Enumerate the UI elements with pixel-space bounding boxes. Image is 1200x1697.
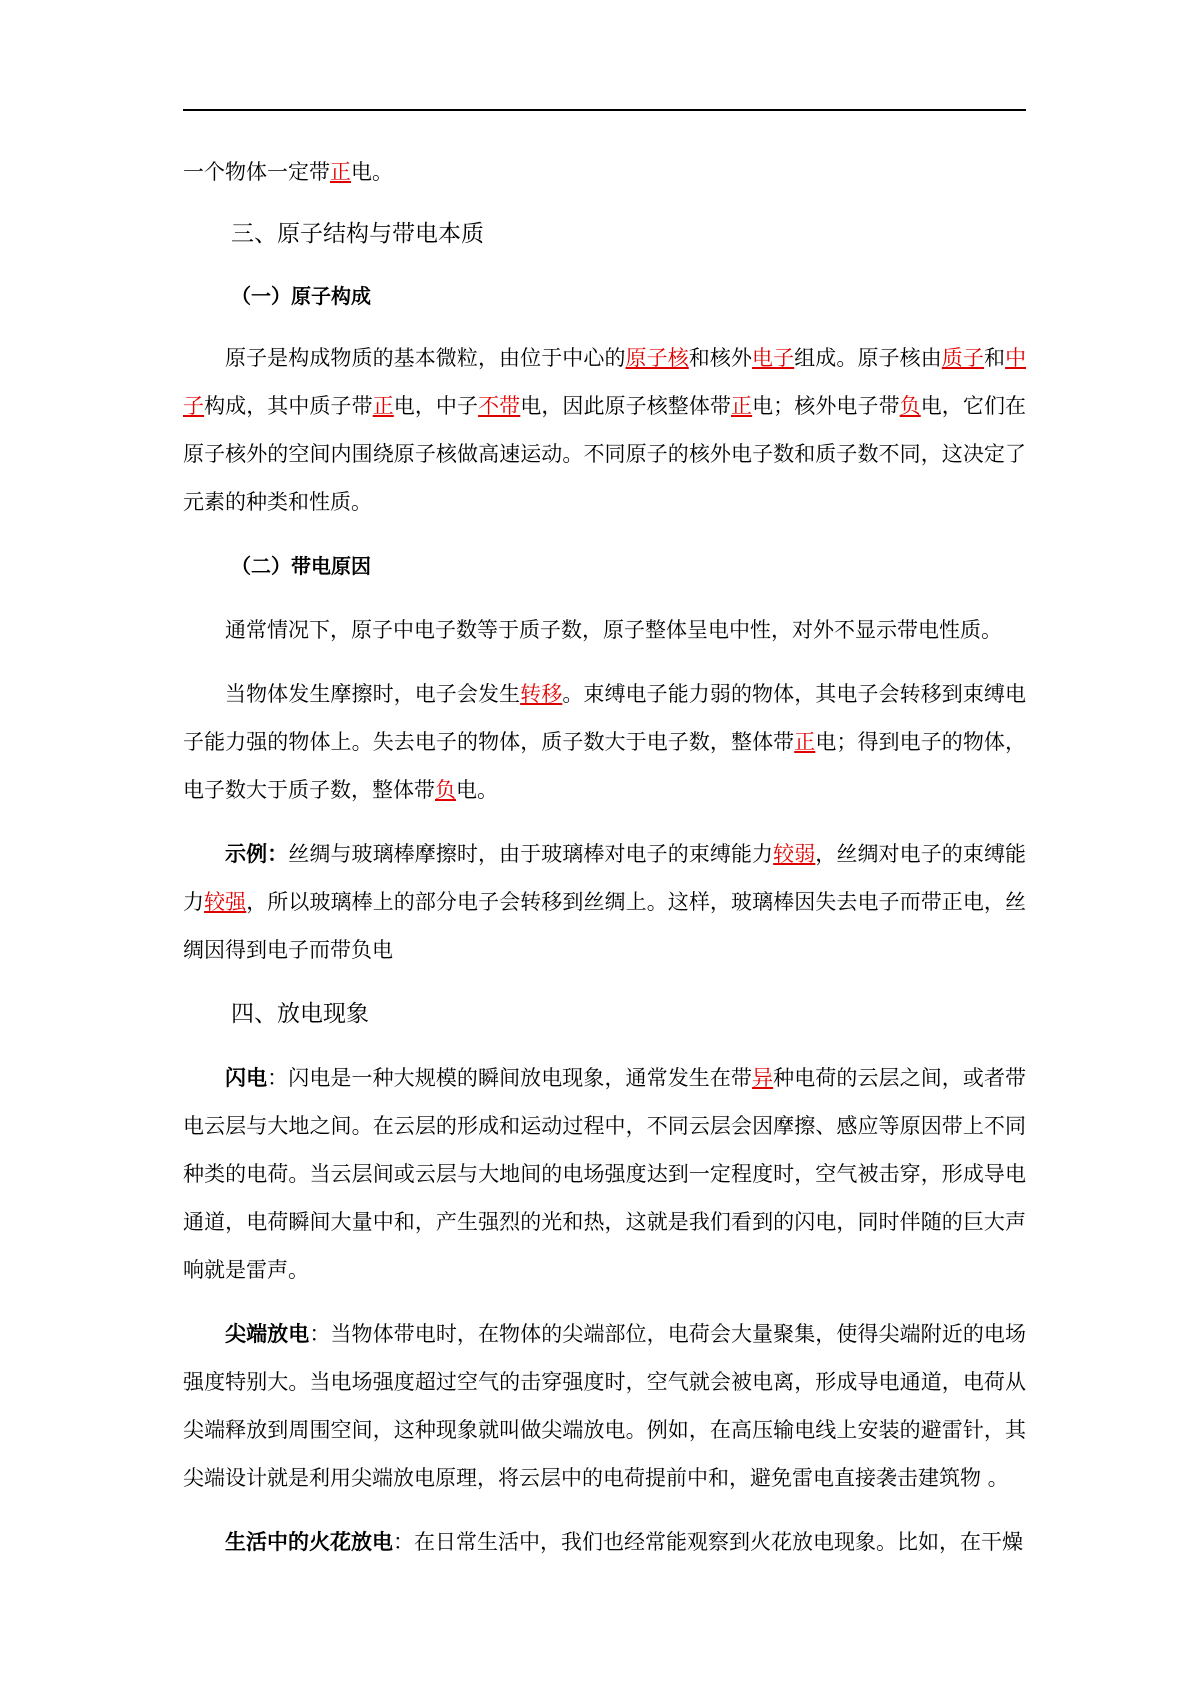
document-body — [183, 148, 1026, 1566]
section-3-heading: 三、原子结构与带电本质 — [231, 221, 484, 247]
answer-blank: 电子 — [752, 346, 795, 370]
answer-blank: 原子核 — [625, 346, 689, 370]
answer-blank: 正 — [372, 394, 394, 418]
answer-blank: 较弱 — [773, 842, 816, 866]
spark-discharge-paragraph: 生活中的火花放电：在日常生活中，我们也经常能观察到火花放电现象。比如，在干燥 — [225, 1530, 1023, 1554]
electron-transfer-paragraph: 当物体发生摩擦时，电子会发生转移。束缚电子能力弱的物体，其电子会转移到束缚电子能力强的物体上。失去电子的物体，质子数大于电子数，整体带正电；得到电子的物体，电子数大于质子数，整体带负电。 — [183, 682, 1027, 802]
answer-blank: 正 — [330, 160, 351, 184]
point-discharge-paragraph: 尖端放电：当物体带电时，在物体的尖端部位，电荷会大量聚集，使得尖端附近的电场强度特别大。当电场强度超过空气的击穿强度时，空气就会被电离，形成导电通道，电荷从尖端释放到周围空间，这种现象就叫做尖端放电。例如，在高压输电线上安装的避雷针，其尖端设计就是利用尖端放电原理，将云层中的电荷提前中和，避免雷电直接袭击建筑物 。 — [183, 1322, 1027, 1490]
answer-blank: 正 — [731, 394, 753, 418]
answer-blank: 较强 — [204, 890, 247, 914]
neutral-atom-paragraph: 通常情况下，原子中电子数等于质子数，原子整体呈电中性，对外不显示带电性质。 — [225, 618, 1002, 642]
answer-blank: 负 — [899, 394, 921, 418]
atom-composition-paragraph: 原子是构成物质的基本微粒，由位于中心的原子核和核外电子组成。原子核由质子和中子构成，其中质子带正电，中子不带电，因此原子核整体带正电；核外电子带负电，它们在原子核外的空间内围绕原子核做高速运动。不同原子的核外电子数和质子数不同，这决定了元素的种类和性质。 — [183, 346, 1027, 514]
answer-blank: 正 — [794, 730, 816, 754]
section-4-heading: 四、放电现象 — [231, 1001, 369, 1027]
lightning-paragraph: 闪电：闪电是一种大规模的瞬间放电现象，通常发生在带异种电荷的云层之间，或者带电云层与大地之间。在云层的形成和运动过程中，不同云层会因摩擦、感应等原因带上不同种类的电荷。当云层间或云层与大地间的电场强度达到一定程度时，空气被击穿，形成导电通道，电荷瞬间大量中和，产生强烈的光和热，这就是我们看到的闪电，同时伴随的巨大声响就是雷声。 — [183, 1066, 1027, 1282]
header-rule — [183, 109, 1026, 111]
continued-paragraph: 一个物体一定带正电。 — [183, 160, 393, 184]
answer-blank: 中子 — [183, 346, 1027, 418]
subsection-2-heading: （二）带电原因 — [231, 554, 371, 578]
example-paragraph: 示例：丝绸与玻璃棒摩擦时，由于玻璃棒对电子的束缚能力较弱，丝绸对电子的束缚能力较强，所以玻璃棒上的部分电子会转移到丝绸上。这样，玻璃棒因失去电子而带正电，丝绸因得到电子而带负电 — [183, 842, 1027, 962]
answer-blank: 异 — [752, 1066, 774, 1090]
answer-blank: 转移 — [520, 682, 563, 706]
answer-blank: 负 — [435, 778, 456, 802]
answer-blank: 不带 — [478, 394, 521, 418]
point-discharge-label: 尖端放电 — [225, 1322, 310, 1346]
example-label: 示例： — [225, 842, 289, 866]
spark-discharge-label: 生活中的火花放电 — [225, 1530, 393, 1554]
lightning-label: 闪电 — [225, 1066, 268, 1090]
answer-blank: 质子 — [941, 346, 984, 370]
subsection-1-heading: （一）原子构成 — [231, 284, 371, 308]
